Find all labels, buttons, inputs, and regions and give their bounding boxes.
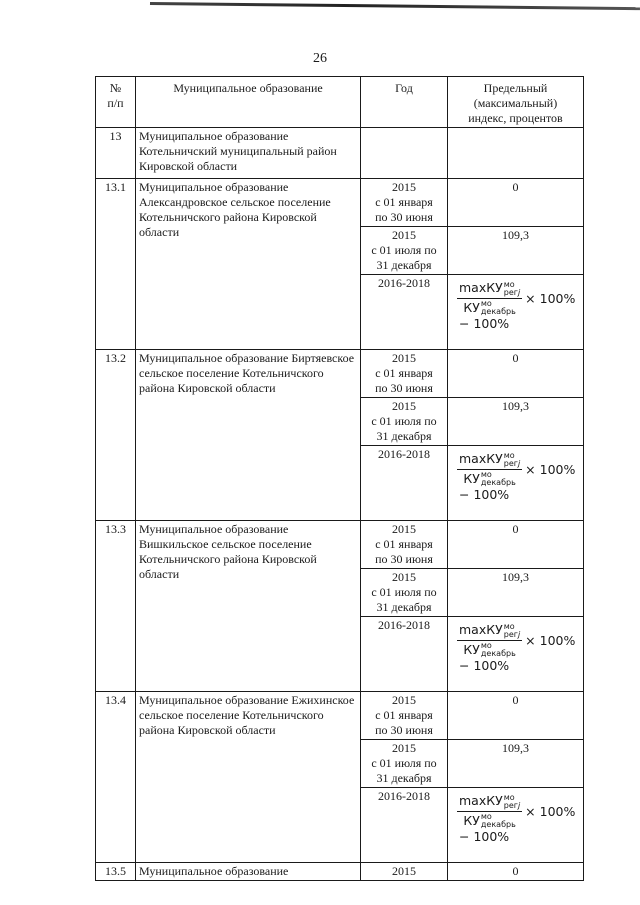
index-formula-cell (448, 788, 584, 863)
period-year: 2015 с 01 января по 30 июня (361, 179, 448, 227)
row-number: 13.2 (96, 350, 136, 521)
formula-denominator: КУ мо декабрь (463, 641, 516, 658)
formula-fraction (457, 451, 522, 487)
period-year: 2015 с 01 января по 30 июня (361, 692, 448, 740)
section-title: Муниципальное образование Котельничский муниципальный район Кировской области (136, 128, 361, 179)
formula-minus: − 100% (459, 487, 510, 502)
formula-expression (457, 793, 575, 829)
period-year: 2015 с 01 июля по 31 декабря (361, 227, 448, 275)
row-number: 13.3 (96, 521, 136, 692)
period-year: 2015 с 01 июля по 31 декабря (361, 398, 448, 446)
index-formula-cell (448, 446, 584, 521)
scan-artifact-line (150, 2, 640, 10)
formula-multiplier: × 100% (525, 461, 576, 477)
header-year: Год (361, 77, 448, 128)
municipality-name: Муниципальное образование Александровское сельское поселение Котельничского района Кировской области (136, 179, 361, 350)
period-year: 2015 с 01 января по 30 июня (361, 521, 448, 569)
formula-expression (457, 280, 575, 316)
index-value: 0 (448, 521, 584, 569)
index-value: 109,3 (448, 227, 584, 275)
header-municipality: Муниципальное образование (136, 77, 361, 128)
index-value: 0 (448, 863, 584, 881)
page-number: 26 (313, 51, 327, 66)
table-row (96, 179, 584, 227)
section-number: 13 (96, 128, 136, 179)
formula-numerator: maxКУ мо регj (459, 450, 521, 468)
tariff-index-table (95, 76, 584, 881)
period-year: 2015 с 01 января по 30 июня (361, 350, 448, 398)
formula-minus: − 100% (459, 316, 510, 331)
table-row (96, 692, 584, 740)
municipality-name: Муниципальное образование Вишкильское сельское поселение Котельничского района Кировской области (136, 521, 361, 692)
formula-fraction (457, 280, 522, 316)
header-index: Предельный (максимальный) индекс, процентов (448, 77, 584, 128)
formula-numerator: maxКУ мо регj (459, 621, 521, 639)
formula-fraction (457, 793, 522, 829)
row-number: 13.5 (96, 863, 136, 881)
index-value: 0 (448, 179, 584, 227)
period-year: 2015 (361, 863, 448, 881)
section-index-empty (448, 128, 584, 179)
table-row (96, 350, 584, 398)
index-value: 0 (448, 692, 584, 740)
table-header-row (96, 77, 584, 128)
formula-denominator: КУ мо декабрь (463, 299, 516, 316)
formula-numerator: maxКУ мо регj (459, 279, 521, 297)
formula-expression (457, 622, 575, 658)
formula-expression (457, 451, 575, 487)
formula-denominator: КУ мо декабрь (463, 812, 516, 829)
index-value: 109,3 (448, 569, 584, 617)
index-formula-cell (448, 275, 584, 350)
formula-fraction (457, 622, 522, 658)
period-year: 2015 с 01 июля по 31 декабря (361, 569, 448, 617)
period-year: 2016-2018 (361, 446, 448, 521)
municipality-name: Муниципальное образование (136, 863, 361, 881)
period-year: 2015 с 01 июля по 31 декабря (361, 740, 448, 788)
header-num: № п/п (96, 77, 136, 128)
formula-multiplier: × 100% (525, 803, 576, 819)
section-row (96, 128, 584, 179)
row-number: 13.4 (96, 692, 136, 863)
formula-multiplier: × 100% (525, 290, 576, 306)
formula-numerator: maxКУ мо регj (459, 792, 521, 810)
formula-minus: − 100% (459, 658, 510, 673)
index-value: 109,3 (448, 740, 584, 788)
row-number: 13.1 (96, 179, 136, 350)
index-formula-cell (448, 617, 584, 692)
period-year: 2016-2018 (361, 788, 448, 863)
formula-multiplier: × 100% (525, 632, 576, 648)
formula-denominator: КУ мо декабрь (463, 470, 516, 487)
index-value: 0 (448, 350, 584, 398)
period-year: 2016-2018 (361, 617, 448, 692)
index-value: 109,3 (448, 398, 584, 446)
table-row (96, 521, 584, 569)
municipality-name: Муниципальное образование Биртяевское сельское поселение Котельничского района Кировской области (136, 350, 361, 521)
formula-minus: − 100% (459, 829, 510, 844)
table-row (96, 863, 584, 881)
municipality-name: Муниципальное образование Ежихинское сельское поселение Котельничского района Кировской области (136, 692, 361, 863)
period-year: 2016-2018 (361, 275, 448, 350)
section-year-empty (361, 128, 448, 179)
